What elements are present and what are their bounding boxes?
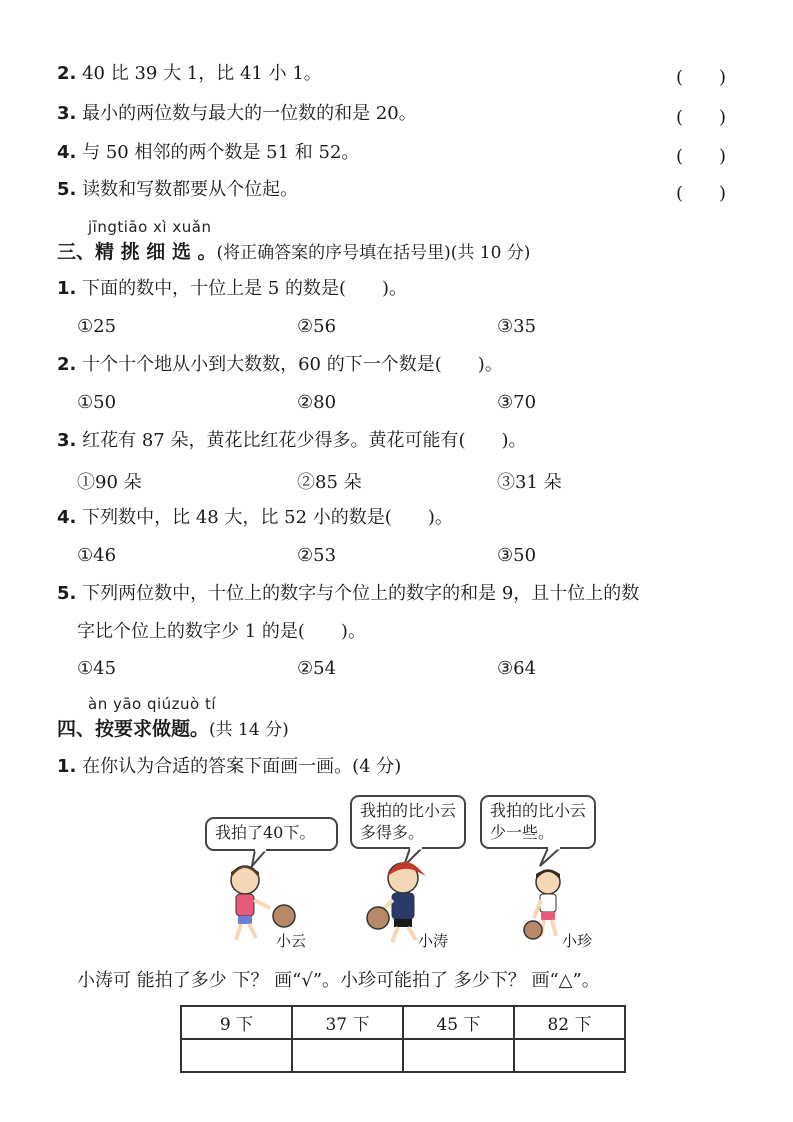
- option-3[interactable]: ③70: [497, 392, 537, 413]
- answer-parentheses[interactable]: ( ): [676, 183, 727, 204]
- section-note: (共 14 分): [209, 720, 289, 740]
- answer-parentheses[interactable]: ( ): [676, 146, 727, 167]
- answer-cell[interactable]: [181, 1039, 292, 1072]
- question: [57, 583, 639, 605]
- item-number: 3.: [57, 103, 77, 124]
- children-illustration: [0, 780, 793, 960]
- judge-item: [57, 103, 417, 125]
- question-text: 十个十个地从小到大数数，60 的下一个数是( )。: [82, 354, 503, 375]
- question-text: 下列数中，比 48 大，比 52 小的数是( )。: [82, 507, 453, 528]
- option-3[interactable]: ③64: [497, 658, 537, 679]
- table-header-cell: 45 下: [403, 1006, 514, 1039]
- option-2[interactable]: ②56: [297, 316, 337, 337]
- question-number: 1.: [57, 278, 77, 299]
- question-text: 下列两位数中，十位上的数字与个位上的数字的和是 9，且十位上的数: [82, 583, 640, 604]
- item-text: 与 50 相邻的两个数是 51 和 52。: [82, 142, 360, 163]
- option-2[interactable]: ②53: [297, 545, 337, 566]
- bubble-text: 我拍了40下。: [215, 823, 316, 842]
- item-text: 读数和写数都要从个位起。: [82, 179, 299, 200]
- option-1[interactable]: ①90 朵: [77, 472, 142, 493]
- question: [57, 430, 527, 452]
- question: [57, 507, 453, 529]
- question-number: 2.: [57, 354, 77, 375]
- section-pinyin: jīngtiāo xì xuǎn: [88, 218, 212, 236]
- option-1[interactable]: ①25: [77, 316, 117, 337]
- option-3[interactable]: ③31 朵: [497, 472, 562, 493]
- table-header-cell: 9 下: [181, 1006, 292, 1039]
- child-name: 小珍: [562, 932, 593, 950]
- instruction-text: 小涛可 能拍了多少 下？ 画“√”。小珍可能拍了 多少下？ 画“△”。: [77, 970, 600, 991]
- section-heading: [57, 237, 530, 264]
- child-name: 小云: [276, 932, 307, 950]
- section-title: 四、按要求做题。: [57, 718, 210, 740]
- section-title: 三、精 挑 细 选 。: [57, 241, 217, 263]
- option-3[interactable]: ③35: [497, 316, 537, 337]
- option-2[interactable]: ②80: [297, 392, 337, 413]
- item-number: 4.: [57, 142, 77, 163]
- item-text: 最小的两位数与最大的一位数的和是 20。: [82, 103, 417, 124]
- item-text: 40 比 39 大 1，比 41 小 1。: [82, 63, 322, 84]
- bubble-text: 我拍的比小云多得多。: [360, 801, 457, 842]
- answer-table: [180, 1005, 626, 1073]
- section-pinyin: àn yāo qiúzuò tí: [88, 695, 217, 713]
- judge-item: [57, 63, 322, 85]
- judge-item: [57, 142, 359, 164]
- table-header-cell: 82 下: [514, 1006, 625, 1039]
- question-text: 红花有 87 朵，黄花比红花少得多。黄花可能有( )。: [82, 430, 527, 451]
- item-number: 2.: [57, 63, 77, 84]
- table-answer-row: [181, 1039, 625, 1072]
- section-note: (将正确答案的序号填在括号里)(共 10 分): [216, 243, 531, 263]
- question-number: 3.: [57, 430, 77, 451]
- answer-parentheses[interactable]: ( ): [676, 107, 727, 128]
- question-text-continued: 字比个位上的数字少 1 的是( )。: [77, 621, 366, 642]
- table-header-row: [181, 1006, 625, 1039]
- girl-xiaoyun-figure: [231, 866, 295, 940]
- judge-item: [57, 179, 298, 201]
- option-2[interactable]: ②54: [297, 658, 337, 679]
- child-name: 小涛: [418, 932, 449, 950]
- option-1[interactable]: ①50: [77, 392, 117, 413]
- option-1[interactable]: ①45: [77, 658, 117, 679]
- item-number: 5.: [57, 179, 77, 200]
- section-heading: [57, 714, 289, 741]
- question: [57, 354, 503, 376]
- option-2[interactable]: ②85 朵: [297, 472, 362, 493]
- table-header-cell: 37 下: [292, 1006, 403, 1039]
- girl-xiaozhen-figure: [524, 870, 560, 939]
- question-text: 在你认为合适的答案下面画一画。(4 分): [82, 756, 402, 777]
- question-number: 1.: [57, 756, 77, 777]
- option-3[interactable]: ③50: [497, 545, 537, 566]
- answer-cell[interactable]: [403, 1039, 514, 1072]
- question-number: 5.: [57, 583, 77, 604]
- bubble-text: 我拍的比小云少一些。: [490, 801, 587, 842]
- question-text: 下面的数中，十位上是 5 的数是( )。: [82, 278, 408, 299]
- option-1[interactable]: ①46: [77, 545, 117, 566]
- answer-parentheses[interactable]: ( ): [676, 67, 727, 88]
- answer-cell[interactable]: [514, 1039, 625, 1072]
- answer-cell[interactable]: [292, 1039, 403, 1072]
- question: [57, 278, 407, 300]
- question: [57, 756, 401, 778]
- question-number: 4.: [57, 507, 77, 528]
